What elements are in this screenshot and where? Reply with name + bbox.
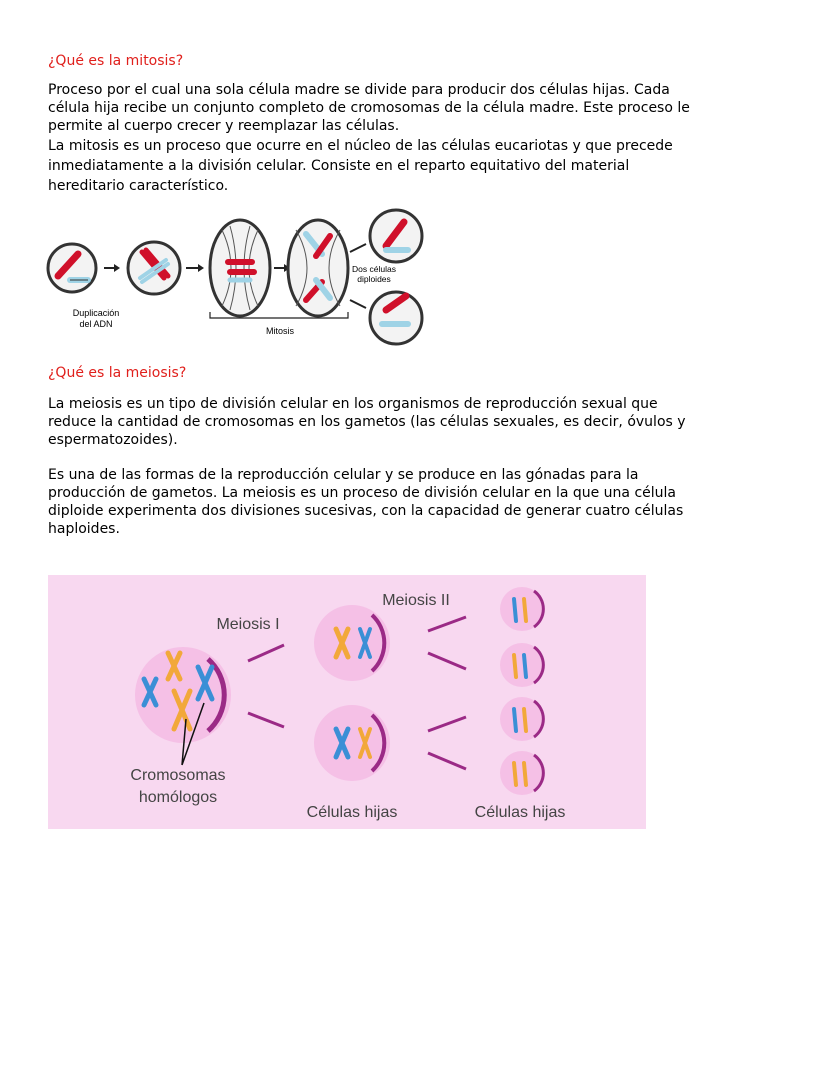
gamete-3 — [500, 697, 544, 741]
meiosis-diagram — [48, 575, 646, 829]
text-line: permite al cuerpo crecer y reemplazar las células. — [48, 118, 400, 134]
meiosis-heading: ¿Qué es la meiosis? — [48, 365, 187, 381]
duplication-label-1: Duplicación — [72, 308, 120, 318]
text-line: La meiosis es un tipo de división celular en los organismos de reproducción sexual que — [48, 396, 658, 412]
text-line: Proceso por el cual una sola célula madre se divide para producir dos células hijas. Cada — [48, 82, 670, 98]
text-line: reduce la cantidad de cromosomas en los gametos (las células sexuales, es decir, óvulos y — [48, 414, 686, 430]
gamete-1 — [500, 587, 544, 631]
meiosis-paragraph-1 — [48, 395, 748, 449]
anaphase-cell — [288, 220, 348, 316]
mitosis-heading: ¿Qué es la mitosis? — [48, 53, 184, 69]
text-line: haploides. — [48, 521, 120, 537]
diploid-label-2: diploides — [357, 274, 391, 284]
text-line: diploide experimenta dos divisiones sucesivas, con la capacidad de generar cuatro células — [48, 503, 684, 519]
meiosis-2-label: Meiosis II — [382, 592, 450, 609]
text-line: espermatozoides). — [48, 432, 178, 448]
daughter-cell-top — [370, 210, 422, 262]
text-line: hereditario característico. — [48, 178, 229, 194]
homologous-label-1: Cromosomas — [130, 767, 226, 784]
diploid-label-1: Dos células — [352, 264, 396, 274]
daughter-cell-bottom — [370, 292, 422, 344]
meiosis-1-label: Meiosis I — [216, 616, 280, 633]
metaphase-cell — [210, 220, 270, 316]
mitosis-paragraph-2 — [48, 136, 748, 196]
arrowhead-icon — [114, 264, 120, 272]
text-line: producción de gametos. La meiosis es un proceso de división celular en la que una célula — [48, 485, 677, 501]
arrowhead-icon — [198, 264, 204, 272]
mother-cell — [48, 244, 96, 292]
mitosis-paragraph-1 — [48, 81, 748, 135]
text-line: célula hija recibe un conjunto completo de cromosomas de la célula madre. Este proceso le — [48, 100, 690, 116]
daughter-cell-1 — [314, 605, 390, 681]
mitosis-label: Mitosis — [265, 326, 295, 336]
mitosis-diagram — [44, 200, 424, 348]
daughter-cell-2 — [314, 705, 390, 781]
arrow-icon — [350, 244, 366, 252]
text-line: Es una de las formas de la reproducción celular y se produce en las gónadas para la — [48, 467, 639, 483]
duplicated-cell — [128, 242, 180, 294]
text-line: La mitosis es un proceso que ocurre en el núcleo de las células eucariotas y que precede — [48, 138, 673, 154]
homologous-label-2: homólogos — [138, 789, 218, 806]
daughter-cells-label-1: Células hijas — [306, 804, 398, 821]
gamete-2 — [500, 643, 544, 687]
duplication-label-2: del ADN — [79, 319, 113, 329]
gamete-4 — [500, 751, 544, 795]
text-line: inmediatamente a la división celular. Consiste en el reparto equitativo del material — [48, 158, 630, 174]
daughter-cells-label-2: Células hijas — [474, 804, 566, 821]
arrow-icon — [350, 300, 366, 308]
meiosis-paragraph-2 — [48, 466, 748, 538]
